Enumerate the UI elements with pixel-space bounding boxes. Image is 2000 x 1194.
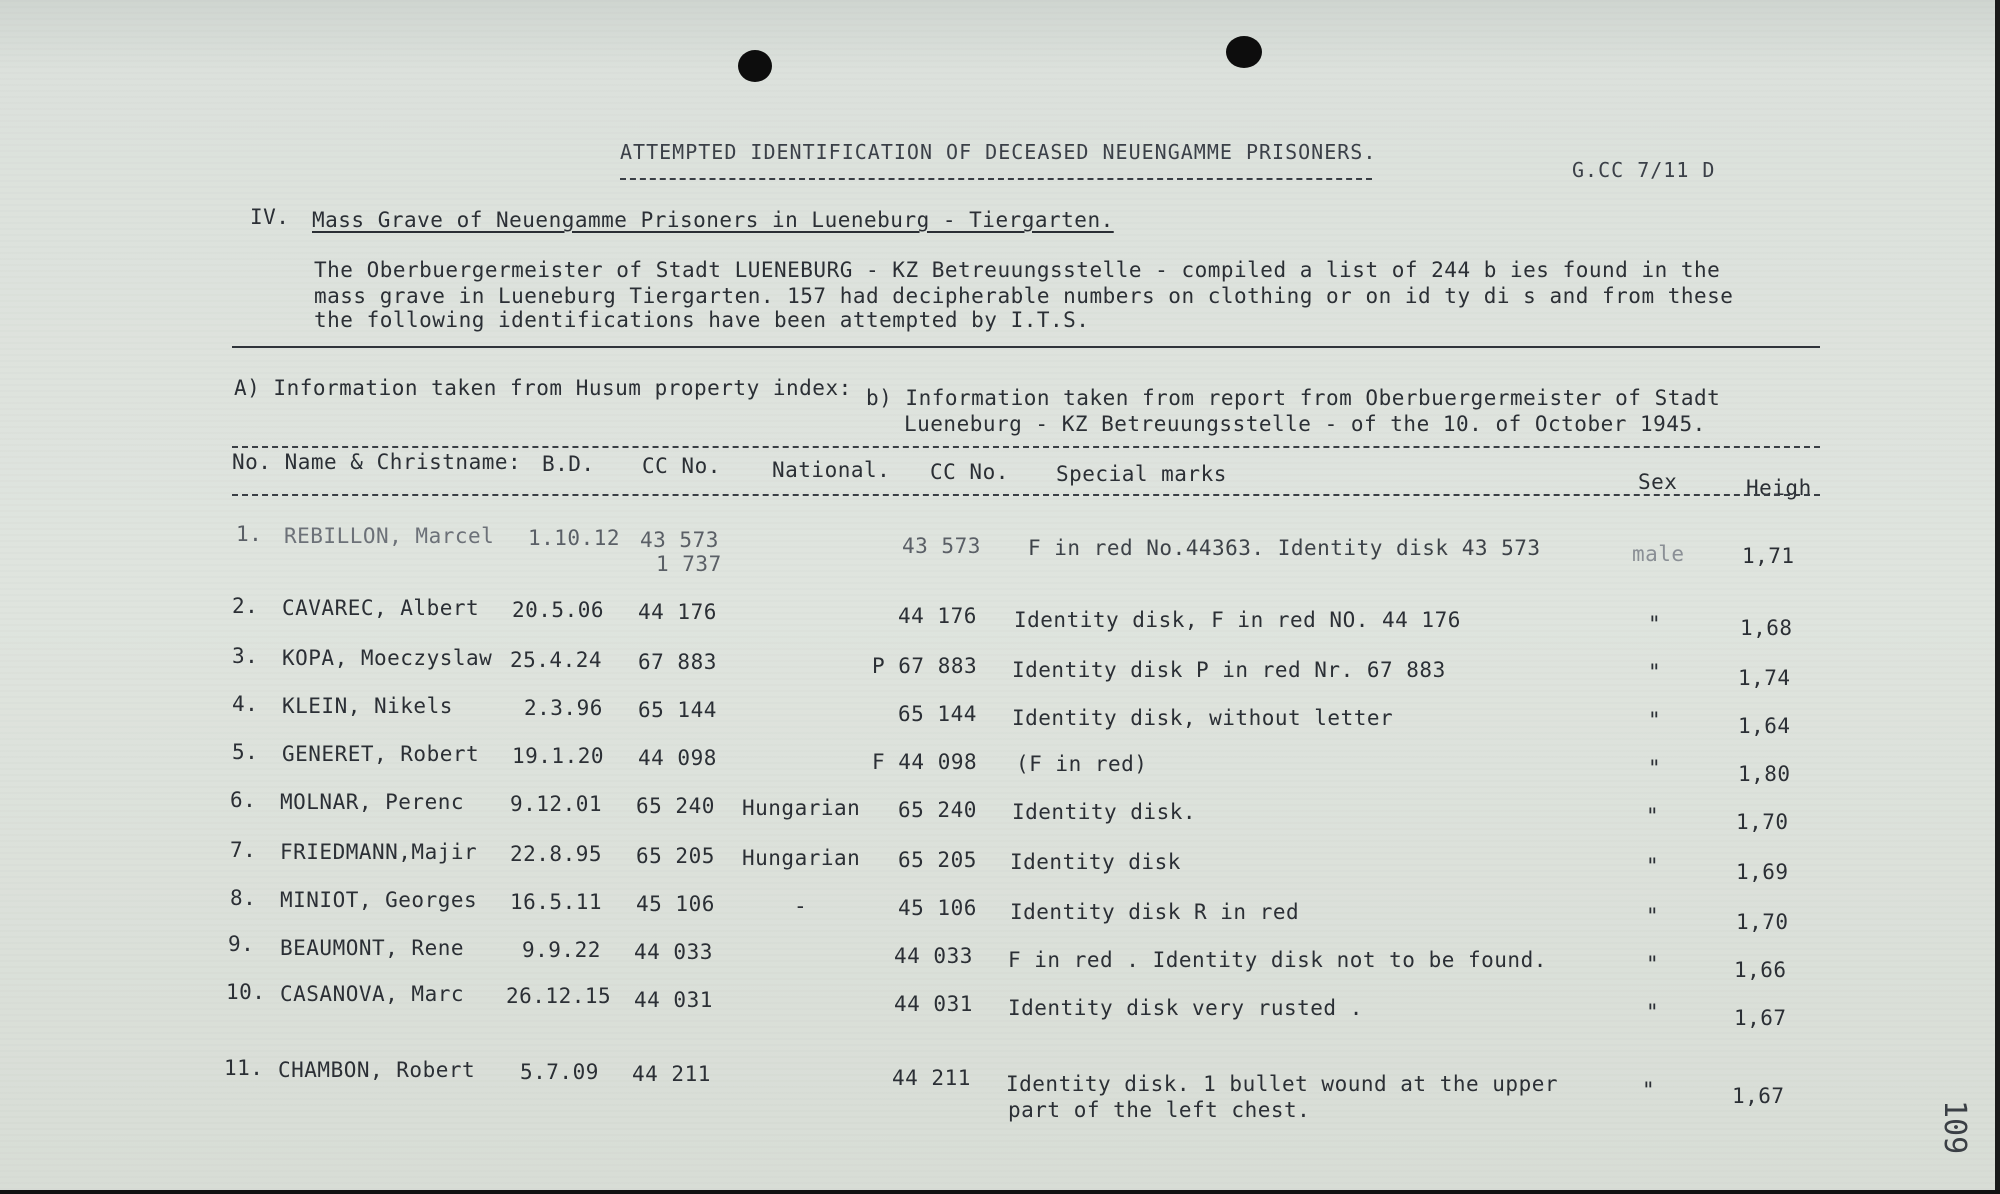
row-name: REBILLON, Marcel — [284, 524, 495, 548]
row-name: MINIOT, Georges — [280, 888, 478, 912]
row-no: 7. — [230, 838, 257, 862]
row-height: 1,69 — [1736, 860, 1789, 884]
row-marks: F in red No.44363. Identity disk 43 573 — [1028, 536, 1541, 560]
row-marks: Identity disk, F in red NO. 44 176 — [1014, 608, 1461, 632]
row-sex: " — [1642, 1078, 1656, 1102]
row-sex: male — [1632, 542, 1685, 566]
row-national: Hungarian — [742, 846, 861, 870]
row-marks: F in red . Identity disk not to be found. — [1008, 948, 1547, 972]
row-bd: 5.7.09 — [520, 1060, 599, 1084]
row-height: 1,80 — [1738, 762, 1791, 786]
document-title: ATTEMPTED IDENTIFICATION OF DECEASED NEUENGAMME PRISONERS. — [620, 140, 1377, 164]
row-cc2: 44 031 — [894, 992, 973, 1016]
row-no: 3. — [232, 644, 259, 668]
row-height: 1,64 — [1738, 714, 1791, 738]
row-sex: " — [1646, 854, 1660, 878]
row-name: CHAMBON, Robert — [278, 1058, 476, 1082]
row-marks: Identity disk, without letter — [1012, 706, 1394, 730]
row-cc: 44 176 — [638, 600, 717, 624]
row-cc: 45 106 — [636, 892, 715, 916]
header-rule-top — [232, 446, 1820, 448]
section-heading: Mass Grave of Neuengamme Prisoners in Lueneburg - Tiergarten. — [312, 208, 1114, 232]
row-name: GENERET, Robert — [282, 742, 480, 766]
row-sex: " — [1646, 904, 1660, 928]
section-divider — [232, 346, 1820, 348]
intro-line-2: mass grave in Lueneburg Tiergarten. 157 had decipherable numbers on clothing or on id ty di s and from these — [314, 284, 1734, 308]
row-no: 8. — [230, 886, 257, 910]
col-header-marks: Special marks — [1056, 462, 1227, 486]
row-national: - — [794, 894, 808, 918]
row-height: 1,70 — [1736, 810, 1789, 834]
row-height: 1,67 — [1734, 1006, 1787, 1030]
row-name: CAVAREC, Albert — [282, 596, 480, 620]
row-cc2: 43 573 — [902, 534, 981, 558]
col-header-no-name: No. Name & Christname: — [232, 450, 522, 474]
source-b-line-2: Lueneburg - KZ Betreuungsstelle - of the 10. of October 1945. — [904, 412, 1706, 436]
row-cc2: 44 033 — [894, 944, 973, 968]
row-cc: 44 031 — [634, 988, 713, 1012]
page-number-stamp: 109 — [1937, 1100, 1972, 1155]
header-rule-bottom — [232, 494, 1820, 496]
row-marks: Identity disk R in red — [1010, 900, 1300, 924]
row-height: 1,66 — [1734, 958, 1787, 982]
row-bd: 19.1.20 — [512, 744, 605, 768]
row-sex: " — [1648, 708, 1662, 732]
row-cc-extra: 1 737 — [656, 552, 722, 576]
row-bd: 22.8.95 — [510, 842, 603, 866]
row-sex: " — [1648, 612, 1662, 636]
col-header-cc2: CC No. — [930, 460, 1009, 484]
source-b-line-1: b) Information taken from report from Oberbuergermeister of Stadt — [866, 386, 1721, 410]
row-cc: 44 098 — [638, 746, 717, 770]
row-cc: 44 211 — [632, 1062, 711, 1086]
col-header-bd: B.D. — [542, 452, 595, 476]
row-name: MOLNAR, Perenc — [280, 790, 465, 814]
row-cc: 65 205 — [636, 844, 715, 868]
row-bd: 9.12.01 — [510, 792, 603, 816]
row-no: 4. — [232, 692, 259, 716]
row-no: 1. — [236, 522, 263, 546]
row-name: BEAUMONT, Rene — [280, 936, 465, 960]
row-name: KLEIN, Nikels — [282, 694, 453, 718]
col-header-height: Heigh — [1746, 476, 1812, 500]
row-height: 1,67 — [1732, 1084, 1785, 1108]
row-sex: " — [1646, 804, 1660, 828]
intro-line-1: The Oberbuergermeister of Stadt LUENEBURG - KZ Betreuungsstelle - compiled a list of 244 b ies found in the — [314, 258, 1721, 282]
row-cc2: P 67 883 — [872, 654, 978, 678]
punch-hole-left — [738, 50, 772, 82]
row-sex: " — [1648, 756, 1662, 780]
row-marks: Identity disk. 1 bullet wound at the upper — [1006, 1072, 1559, 1096]
row-marks: Identity disk P in red Nr. 67 883 — [1012, 658, 1446, 682]
col-header-national: National. — [772, 458, 891, 482]
row-bd: 20.5.06 — [512, 598, 605, 622]
row-cc2: F 44 098 — [872, 750, 978, 774]
row-marks-continued: part of the left chest. — [1008, 1098, 1311, 1122]
row-cc: 65 144 — [638, 698, 717, 722]
row-height: 1,68 — [1740, 616, 1793, 640]
reference-code: G.CC 7/11 D — [1572, 158, 1716, 182]
row-marks: (F in red) — [1016, 752, 1148, 776]
row-cc: 65 240 — [636, 794, 715, 818]
row-national: Hungarian — [742, 796, 861, 820]
title-underline — [620, 178, 1372, 180]
row-cc: 44 033 — [634, 940, 713, 964]
punch-hole-right — [1226, 36, 1262, 68]
row-marks: Identity disk. — [1012, 800, 1197, 824]
row-sex: " — [1648, 660, 1662, 684]
row-marks: Identity disk very rusted . — [1008, 996, 1363, 1020]
section-numeral: IV. — [250, 205, 290, 229]
row-cc2: 44 176 — [898, 604, 977, 628]
row-cc2: 44 211 — [892, 1066, 971, 1090]
row-no: 2. — [232, 594, 259, 618]
row-bd: 25.4.24 — [510, 648, 603, 672]
row-marks: Identity disk — [1010, 850, 1181, 874]
row-bd: 26.12.15 — [506, 984, 612, 1008]
row-cc2: 65 144 — [898, 702, 977, 726]
intro-line-3: the following identifications have been attempted by I.T.S. — [314, 308, 1090, 332]
row-cc2: 65 240 — [898, 798, 977, 822]
row-name: CASANOVA, Marc — [280, 982, 465, 1006]
row-cc2: 45 106 — [898, 896, 977, 920]
row-sex: " — [1646, 952, 1660, 976]
row-cc2: 65 205 — [898, 848, 977, 872]
row-height: 1,74 — [1738, 666, 1791, 690]
row-sex: " — [1646, 1000, 1660, 1024]
row-cc: 43 573 — [640, 528, 719, 552]
row-no: 11. — [224, 1056, 264, 1080]
col-header-cc: CC No. — [642, 454, 721, 478]
col-header-sex: Sex — [1638, 470, 1678, 494]
row-bd: 16.5.11 — [510, 890, 603, 914]
row-name: KOPA, Moeczyslaw — [282, 646, 493, 670]
row-bd: 2.3.96 — [524, 696, 603, 720]
row-bd: 1.10.12 — [528, 526, 621, 550]
row-no: 5. — [232, 740, 259, 764]
row-no: 10. — [226, 980, 266, 1004]
row-bd: 9.9.22 — [522, 938, 601, 962]
source-a: A) Information taken from Husum property index: — [234, 376, 852, 400]
row-height: 1,70 — [1736, 910, 1789, 934]
row-cc: 67 883 — [638, 650, 717, 674]
row-height: 1,71 — [1742, 544, 1795, 568]
row-no: 6. — [230, 788, 257, 812]
row-no: 9. — [228, 932, 255, 956]
row-name: FRIEDMANN,Majir — [280, 840, 478, 864]
